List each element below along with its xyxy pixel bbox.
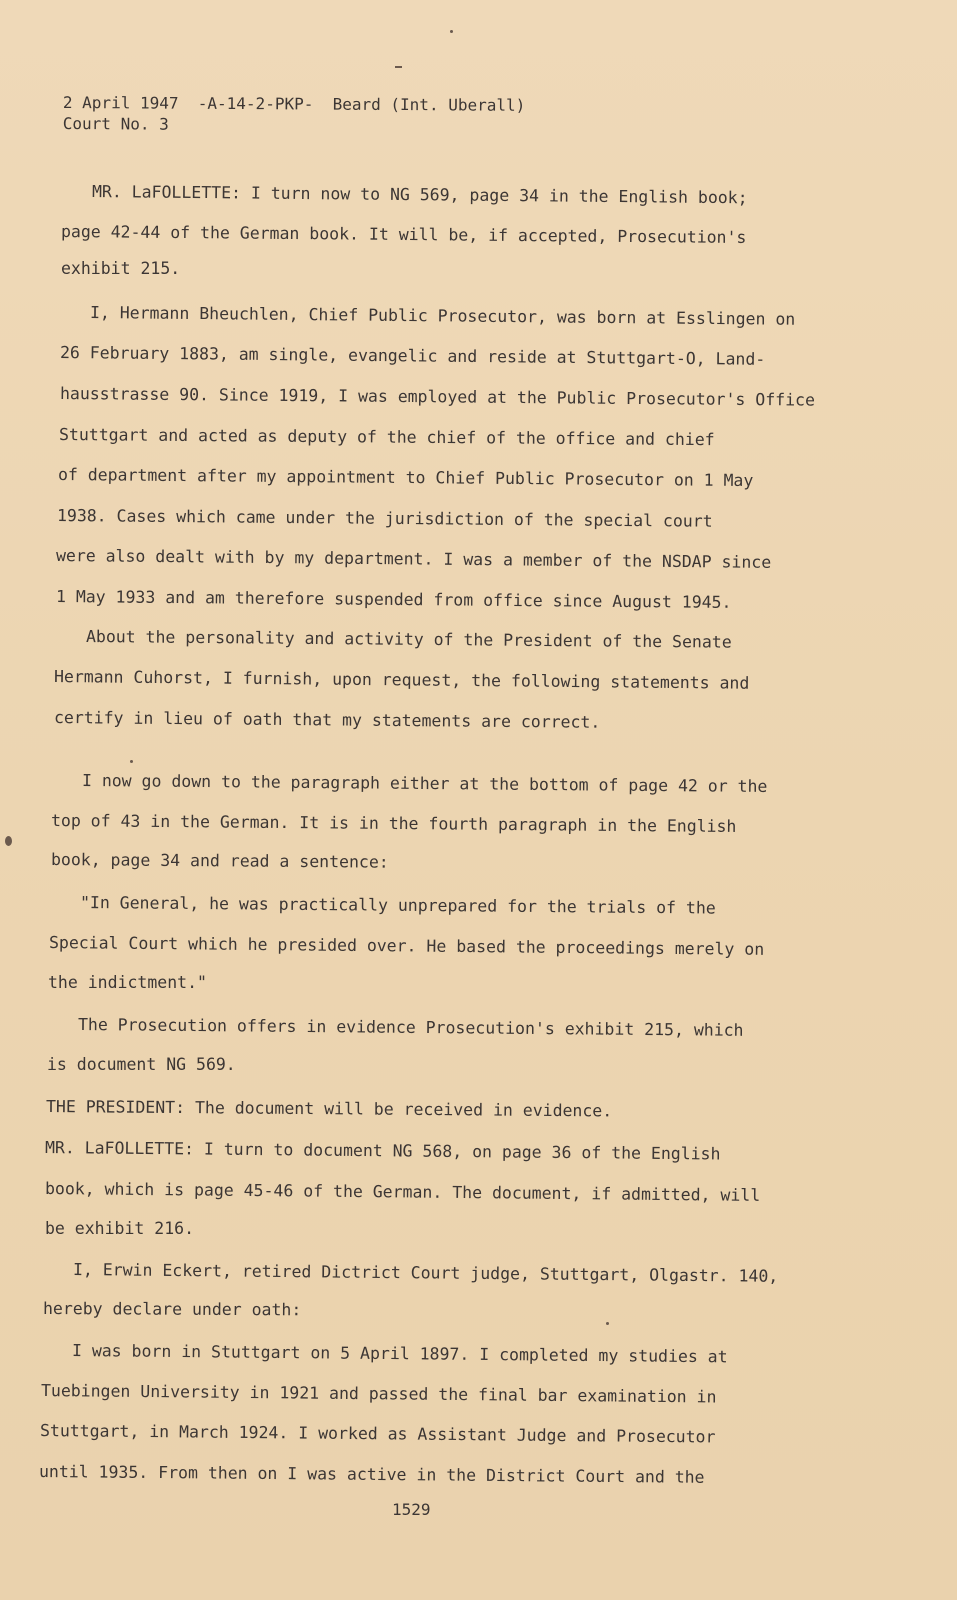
text-line: certify in lieu of oath that my statements are correct. — [53, 708, 601, 732]
header-line-1: 2 April 1947 -A-14-2-PKP- Beard (Int. Uberall) — [62, 92, 526, 115]
text-line: exhibit 215. — [61, 259, 181, 278]
ink-speck — [130, 760, 133, 763]
text-line: 1 May 1933 and am therefore suspended from office since August 1945. — [55, 587, 732, 612]
header-court: Court No. 3 — [62, 113, 169, 134]
text-line: be exhibit 216. — [45, 1219, 195, 1238]
text-line: I, Hermann Bheuchlen, Chief Public Prosecutor, was born at Esslingen on — [89, 303, 796, 329]
text-line: About the personality and activity of the President of the Senate — [85, 627, 732, 652]
text-line: hereby declare under oath: — [42, 1299, 302, 1320]
text-line: book, which is page 45-46 of the German. The document, if admitted, will — [44, 1179, 761, 1205]
text-line: hausstrasse 90. Since 1919, I was employed at the Public Prosecutor's Office — [59, 384, 816, 410]
ink-speck — [450, 30, 453, 33]
text-line: of department after my appointment to Chief Public Prosecutor on 1 May — [57, 465, 754, 491]
page-number: 1529 — [392, 1500, 431, 1519]
text-line: top of 43 in the German. It is in the fourth paragraph in the English — [50, 811, 737, 836]
ink-speck — [5, 836, 12, 846]
text-line: "In General, he was practically unprepared for the trials of the — [79, 893, 716, 918]
text-line: Stuttgart, in March 1924. I worked as Assistant Judge and Prosecutor — [39, 1421, 716, 1447]
text-line: until 1935. From then on I was active in the District Court and the — [38, 1462, 705, 1487]
text-line: Tuebingen University in 1921 and passed the final bar examination in — [40, 1381, 717, 1407]
text-line: MR. LaFOLLETTE: I turn to document NG 568, on page 36 of the English — [44, 1138, 721, 1164]
text-line: THE PRESIDENT: The document will be received in evidence. — [45, 1097, 613, 1121]
text-line: MR. LaFOLLETTE: I turn now to NG 569, page 34 in the English book; — [91, 182, 748, 208]
text-line: page 42-44 of the German book. It will be, if accepted, Prosecution's — [60, 222, 747, 247]
text-line: 26 February 1883, am single, evangelic and reside at Stuttgart-O, Land- — [59, 343, 766, 369]
text-line: The Prosecution offers in evidence Prosecution's exhibit 215, which — [77, 1015, 744, 1040]
text-line: I, Erwin Eckert, retired Dictrict Court judge, Stuttgart, Olgastr. 140, — [72, 1260, 779, 1286]
text-line: the indictment." — [48, 973, 207, 992]
text-line: I now go down to the paragraph either at the bottom of page 42 or the — [81, 771, 768, 796]
text-line: 1938. Cases which came under the jurisdiction of the special court — [56, 506, 713, 531]
ink-speck — [395, 66, 402, 68]
text-line: I was born in Stuttgart on 5 April 1897. I completed my studies at — [71, 1341, 728, 1367]
text-line: Special Court which he presided over. He based the proceedings merely on — [48, 933, 765, 959]
text-line: is document NG 569. — [47, 1055, 236, 1074]
text-line: Stuttgart and acted as deputy of the chief of the office and chief — [58, 425, 715, 450]
text-line: Hermann Cuhorst, I furnish, upon request, the following statements and — [53, 667, 750, 693]
ink-speck — [606, 1322, 609, 1325]
text-line: were also dealt with by my department. I was a member of the NSDAP since — [55, 546, 772, 572]
page-header — [63, 92, 526, 137]
text-line: book, page 34 and read a sentence: — [50, 850, 389, 872]
